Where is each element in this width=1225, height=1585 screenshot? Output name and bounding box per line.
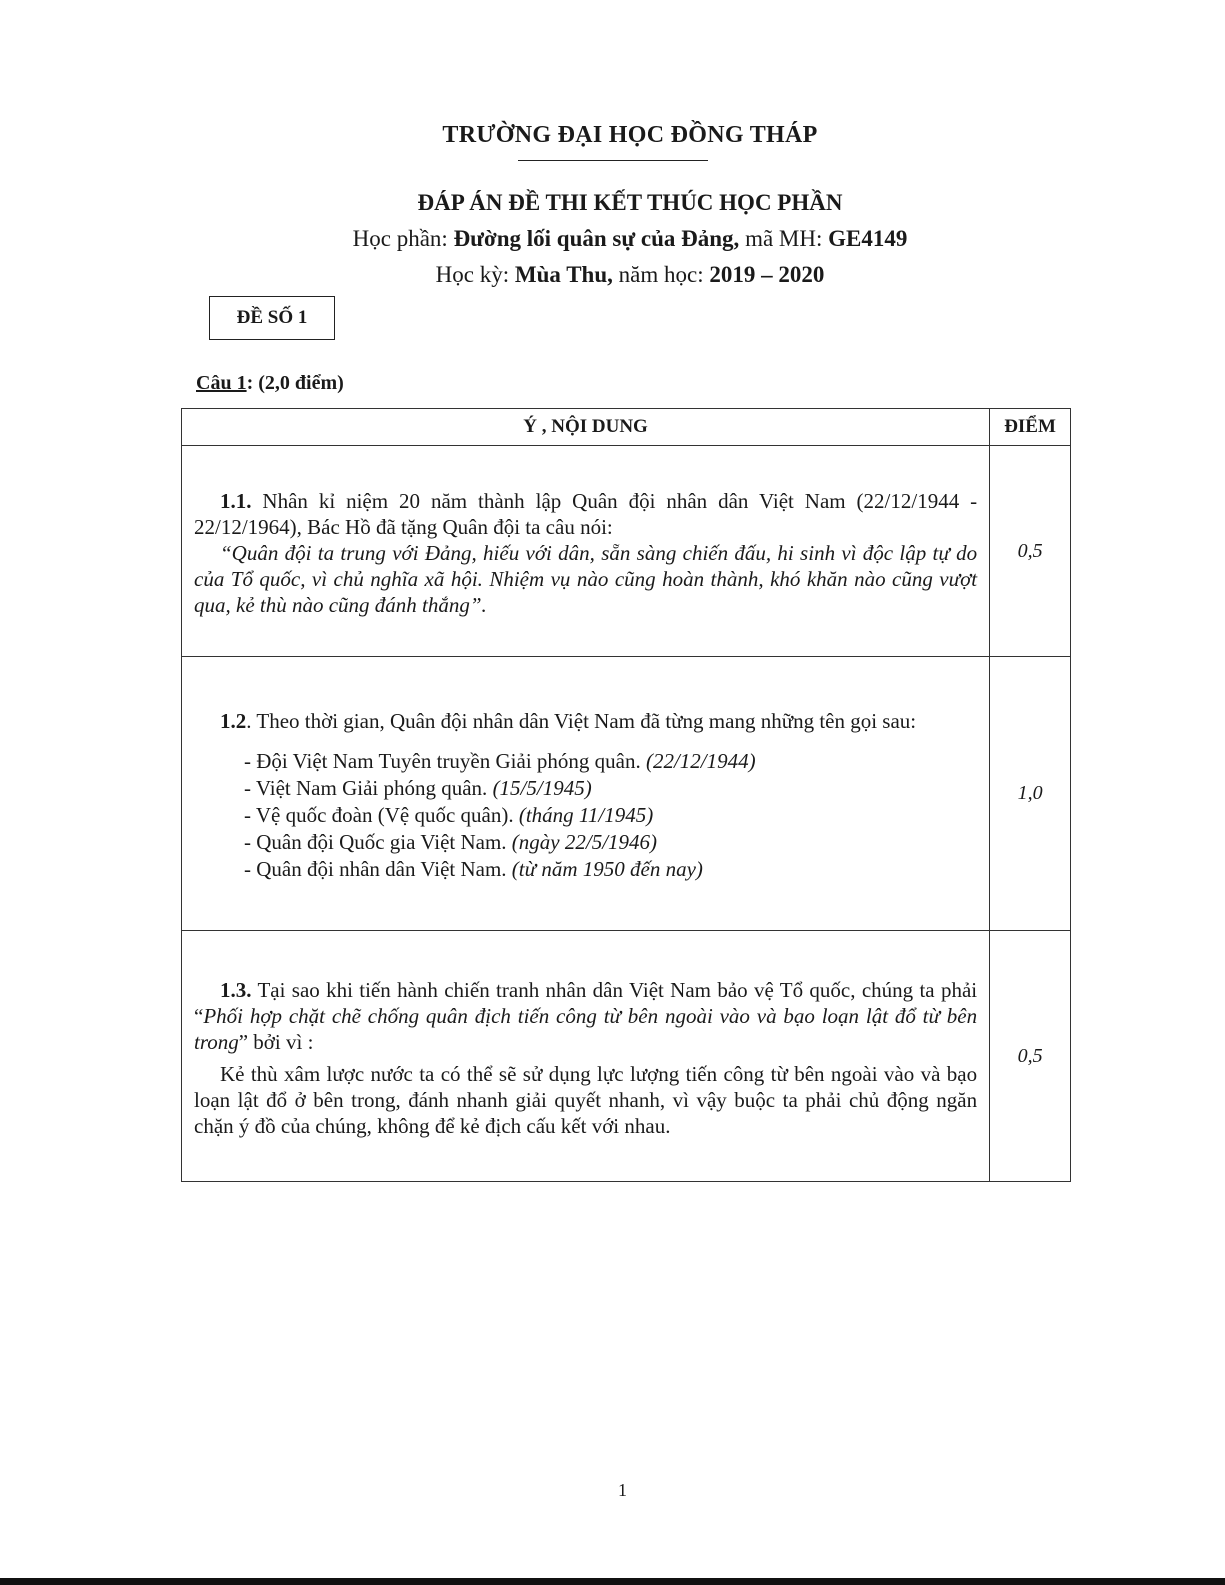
row-1-1-intro [194, 488, 977, 540]
list-item-date: (15/5/1945) [492, 776, 592, 800]
row-1-2-intro [194, 708, 977, 734]
term-line [0, 262, 1225, 288]
term-name: Mùa Thu, [514, 262, 613, 287]
list-item-name: - Quân đội Quốc gia Việt Nam. [244, 830, 507, 854]
table-header-row [182, 409, 1071, 446]
question-heading [196, 372, 344, 395]
item-intro-text: Tại sao khi tiến hành chiến tranh nhân dân Việt Nam bảo vệ Tổ quốc, chúng ta phải “ [194, 978, 978, 1028]
row-score-1-3: 0,5 [990, 931, 1071, 1182]
course-line [0, 226, 1225, 252]
school-year: 2019 – 2020 [709, 262, 825, 287]
table-row [182, 931, 1071, 1182]
course-label: Học phần: [352, 226, 454, 251]
row-1-3-intro [194, 977, 977, 1055]
list-item [244, 775, 977, 802]
row-content-1-3 [182, 931, 990, 1182]
term-label: Học kỳ: [435, 262, 515, 287]
row-score-1-2: 1,0 [990, 657, 1071, 931]
question-label: Câu 1 [196, 372, 247, 394]
answer-table [181, 408, 1071, 1182]
list-item-name: - Quân đội nhân dân Việt Nam. [244, 857, 507, 881]
list-item-date: (từ năm 1950 đến nay) [511, 857, 703, 881]
item-number: 1.1. [220, 489, 252, 513]
page-number: 1 [618, 1480, 627, 1500]
item-intro-text: . Theo thời gian, Quân đội nhân dân Việt Nam đã từng mang những tên gọi sau: [246, 709, 917, 733]
exam-title: ĐÁP ÁN ĐỀ THI KẾT THÚC HỌC PHẦN [417, 190, 843, 215]
item-number: 1.3. [220, 978, 252, 1002]
course-code-label: mã MH: [739, 226, 829, 251]
item-number: 1.2 [220, 709, 247, 733]
list-item-name: - Việt Nam Giải phóng quân. [244, 776, 488, 800]
list-item-date: (ngày 22/5/1946) [511, 830, 658, 854]
item-intro-tail: ” bởi vì : [238, 1030, 314, 1054]
army-names-list [244, 748, 977, 883]
table-row [182, 657, 1071, 931]
row-1-3-answer: Kẻ thù xâm lược nước ta có thể sẽ sử dụng lực lượng tiến công từ bên ngoài vào và bạo loạn lật đổ ở bên trong, đánh nhanh giải quyết nhanh, vì vậy buộc ta phải chủ động ngăn chặn ý đồ của chúng, không để kẻ địch cấu kết với nhau. [194, 1062, 978, 1138]
school-name: TRƯỜNG ĐẠI HỌC ĐỒNG THÁP [442, 122, 818, 148]
table-row [182, 446, 1071, 657]
exam-code-box: ĐỀ SỐ 1 [209, 296, 335, 340]
course-name: Đường lối quân sự của Đảng, [453, 226, 740, 251]
list-item [244, 748, 977, 775]
item-intro-text: Nhân kỉ niệm 20 năm thành lập Quân đội nhân dân Việt Nam (22/12/1944 - 22/12/1964), Bác Hồ đã tặng Quân đội ta câu nói: [194, 489, 978, 539]
row-score-1-1: 0,5 [990, 446, 1071, 657]
year-label: năm học: [612, 262, 710, 287]
course-code: GE4149 [828, 226, 908, 251]
item-intro-quote: Phối hợp chặt chẽ chống quân địch tiến công từ bên ngoài vào và bạo loạn lật đổ từ bên trong [194, 1004, 978, 1054]
list-item [244, 802, 977, 829]
question-points: : (2,0 điểm) [246, 372, 344, 394]
row-content-1-2 [182, 657, 990, 931]
list-item-name: - Đội Việt Nam Tuyên truyền Giải phóng quân. [244, 749, 641, 773]
list-item-name: - Vệ quốc đoàn (Vệ quốc quân). [244, 803, 514, 827]
list-item-date: (tháng 11/1945) [518, 803, 654, 827]
list-item-date: (22/12/1944) [645, 749, 756, 773]
scan-bottom-edge [0, 1578, 1225, 1585]
list-item [244, 829, 977, 856]
header-score: ĐIỂM [990, 409, 1071, 446]
school-underline-divider [518, 160, 708, 161]
row-content-1-1 [182, 446, 990, 657]
list-item [244, 856, 977, 883]
row-1-1-quote: “Quân đội ta trung với Đảng, hiếu với dân, sẵn sàng chiến đấu, hi sinh vì độc lập tự do của Tổ quốc, vì chủ nghĩa xã hội. Nhiệm vụ nào cũng hoàn thành, khó khăn nào cũng vượt qua, kẻ thù nào cũng đánh thắng”. [194, 541, 978, 617]
header-content: Ý , NỘI DUNG [182, 409, 990, 446]
